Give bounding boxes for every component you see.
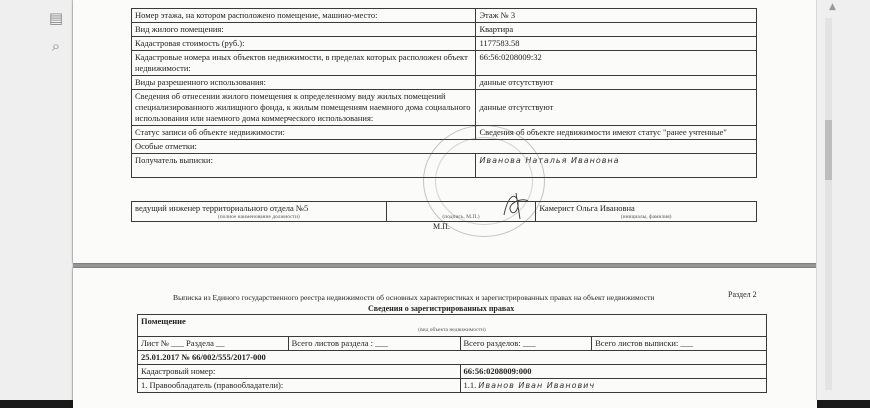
- pages-icon[interactable]: ▤: [48, 9, 64, 27]
- name-caption: (инициалы, фамилия): [620, 214, 672, 220]
- table-row: [132, 37, 757, 51]
- table-row: [132, 90, 757, 126]
- row-value: данные отсутствуют: [476, 76, 757, 90]
- holder-subnumber: 1.1.: [463, 380, 477, 390]
- name-cell: [536, 202, 757, 222]
- row-label: Особые отметки:: [132, 140, 757, 154]
- table-row: [138, 315, 767, 337]
- document-page-2: [73, 268, 817, 408]
- row-label: Номер этажа, на котором расположено помещение, машино-место:: [132, 9, 476, 23]
- table-row: [138, 379, 767, 393]
- table-row: [132, 9, 757, 23]
- scrollbar-track[interactable]: [825, 18, 832, 390]
- sheet-no: Лист № ___ Раздела __: [138, 337, 289, 351]
- position-caption: (полное наименование должности): [217, 214, 300, 220]
- signature-mark: [498, 185, 538, 225]
- sections-total: Всего разделов: ___: [460, 337, 592, 351]
- date-number: 25.01.2017 № 66/002/555/2017-000: [138, 351, 767, 365]
- table-row: [132, 51, 757, 76]
- row-label: Получатель выписки:: [132, 154, 476, 178]
- holder-cell: [138, 379, 461, 393]
- position-cell: [132, 202, 387, 222]
- signer-name: Камерист Ольга Ивановна: [539, 203, 635, 213]
- section-label: Раздел 2: [728, 290, 757, 299]
- rights-table: [137, 314, 767, 393]
- table-row: [138, 351, 767, 365]
- table-row: [132, 202, 757, 222]
- cadastral-value: 66:56:0208009:000: [460, 365, 767, 379]
- scroll-up-icon[interactable]: ▲: [829, 2, 836, 12]
- object-type: Помещение: [141, 316, 186, 326]
- row-value: 1177583.58: [476, 37, 757, 51]
- object-type-cell: [138, 315, 767, 337]
- signature-table: [131, 201, 757, 222]
- table-row: [138, 365, 767, 379]
- holder-label: Правообладатель (правообладатели):: [149, 380, 284, 390]
- row-label: Кадастровая стоимость (руб.):: [132, 37, 476, 51]
- row-label: Статус записи об объекте недвижимости:: [132, 126, 476, 140]
- row-value: Сведения об объекте недвижимости имеют статус "ранее учтенные": [476, 126, 757, 140]
- holder-value-cell: [460, 379, 767, 393]
- table-row: [132, 76, 757, 90]
- document-viewport[interactable]: [73, 0, 817, 400]
- extract-title: Выписка из Единого государственного реестра недвижимости об основных характеристиках и зарегистрированных правах на объект недвижимости: [173, 293, 655, 302]
- right-scrollbar-panel: [816, 0, 870, 400]
- sheets-total: Всего листов выписки: ___: [592, 337, 767, 351]
- table-row: [132, 23, 757, 37]
- row-label: Виды разрешенного использования:: [132, 76, 476, 90]
- document-page-1: [73, 0, 817, 263]
- sheets-section: Всего листов раздела : ___: [288, 337, 460, 351]
- row-value: 66:56:0208009:32: [476, 51, 757, 76]
- object-caption: (вид объекта недвижимости): [418, 327, 486, 333]
- row-label: Сведения об отнесении жилого помещения к определенному виду жилых помещений специализированного жилищного фонда, к жилым помещениям наемного дома социального использования или наемного дома коммерческого использования:: [132, 90, 476, 126]
- mp-label: М.П.: [433, 222, 450, 231]
- row-value: Квартира: [476, 23, 757, 37]
- row-value: Этаж № 3: [476, 9, 757, 23]
- attachment-icon[interactable]: ⌕: [51, 37, 61, 55]
- table-row: [138, 337, 767, 351]
- scrollbar-thumb[interactable]: [825, 120, 832, 180]
- row-label: Кадастровые номера иных объектов недвижимости, в пределах которых расположен объект недвижимости:: [132, 51, 476, 76]
- holder-number: 1.: [141, 380, 148, 390]
- cadastral-label: Кадастровый номер:: [138, 365, 461, 379]
- row-value: данные отсутствуют: [476, 90, 757, 126]
- row-label: Вид жилого помещения:: [132, 23, 476, 37]
- left-toolbar: [0, 0, 73, 400]
- signature-caption: (подпись, М.П.): [442, 214, 480, 220]
- position-text: ведущий инженер территориального отдела №5: [135, 203, 309, 213]
- row-value: Иванова Наталья Ивановна: [476, 154, 757, 178]
- extract-subtitle: Сведения о зарегистрированных правах: [368, 304, 515, 313]
- holder-value: Иванов Иван Иванович: [478, 381, 596, 390]
